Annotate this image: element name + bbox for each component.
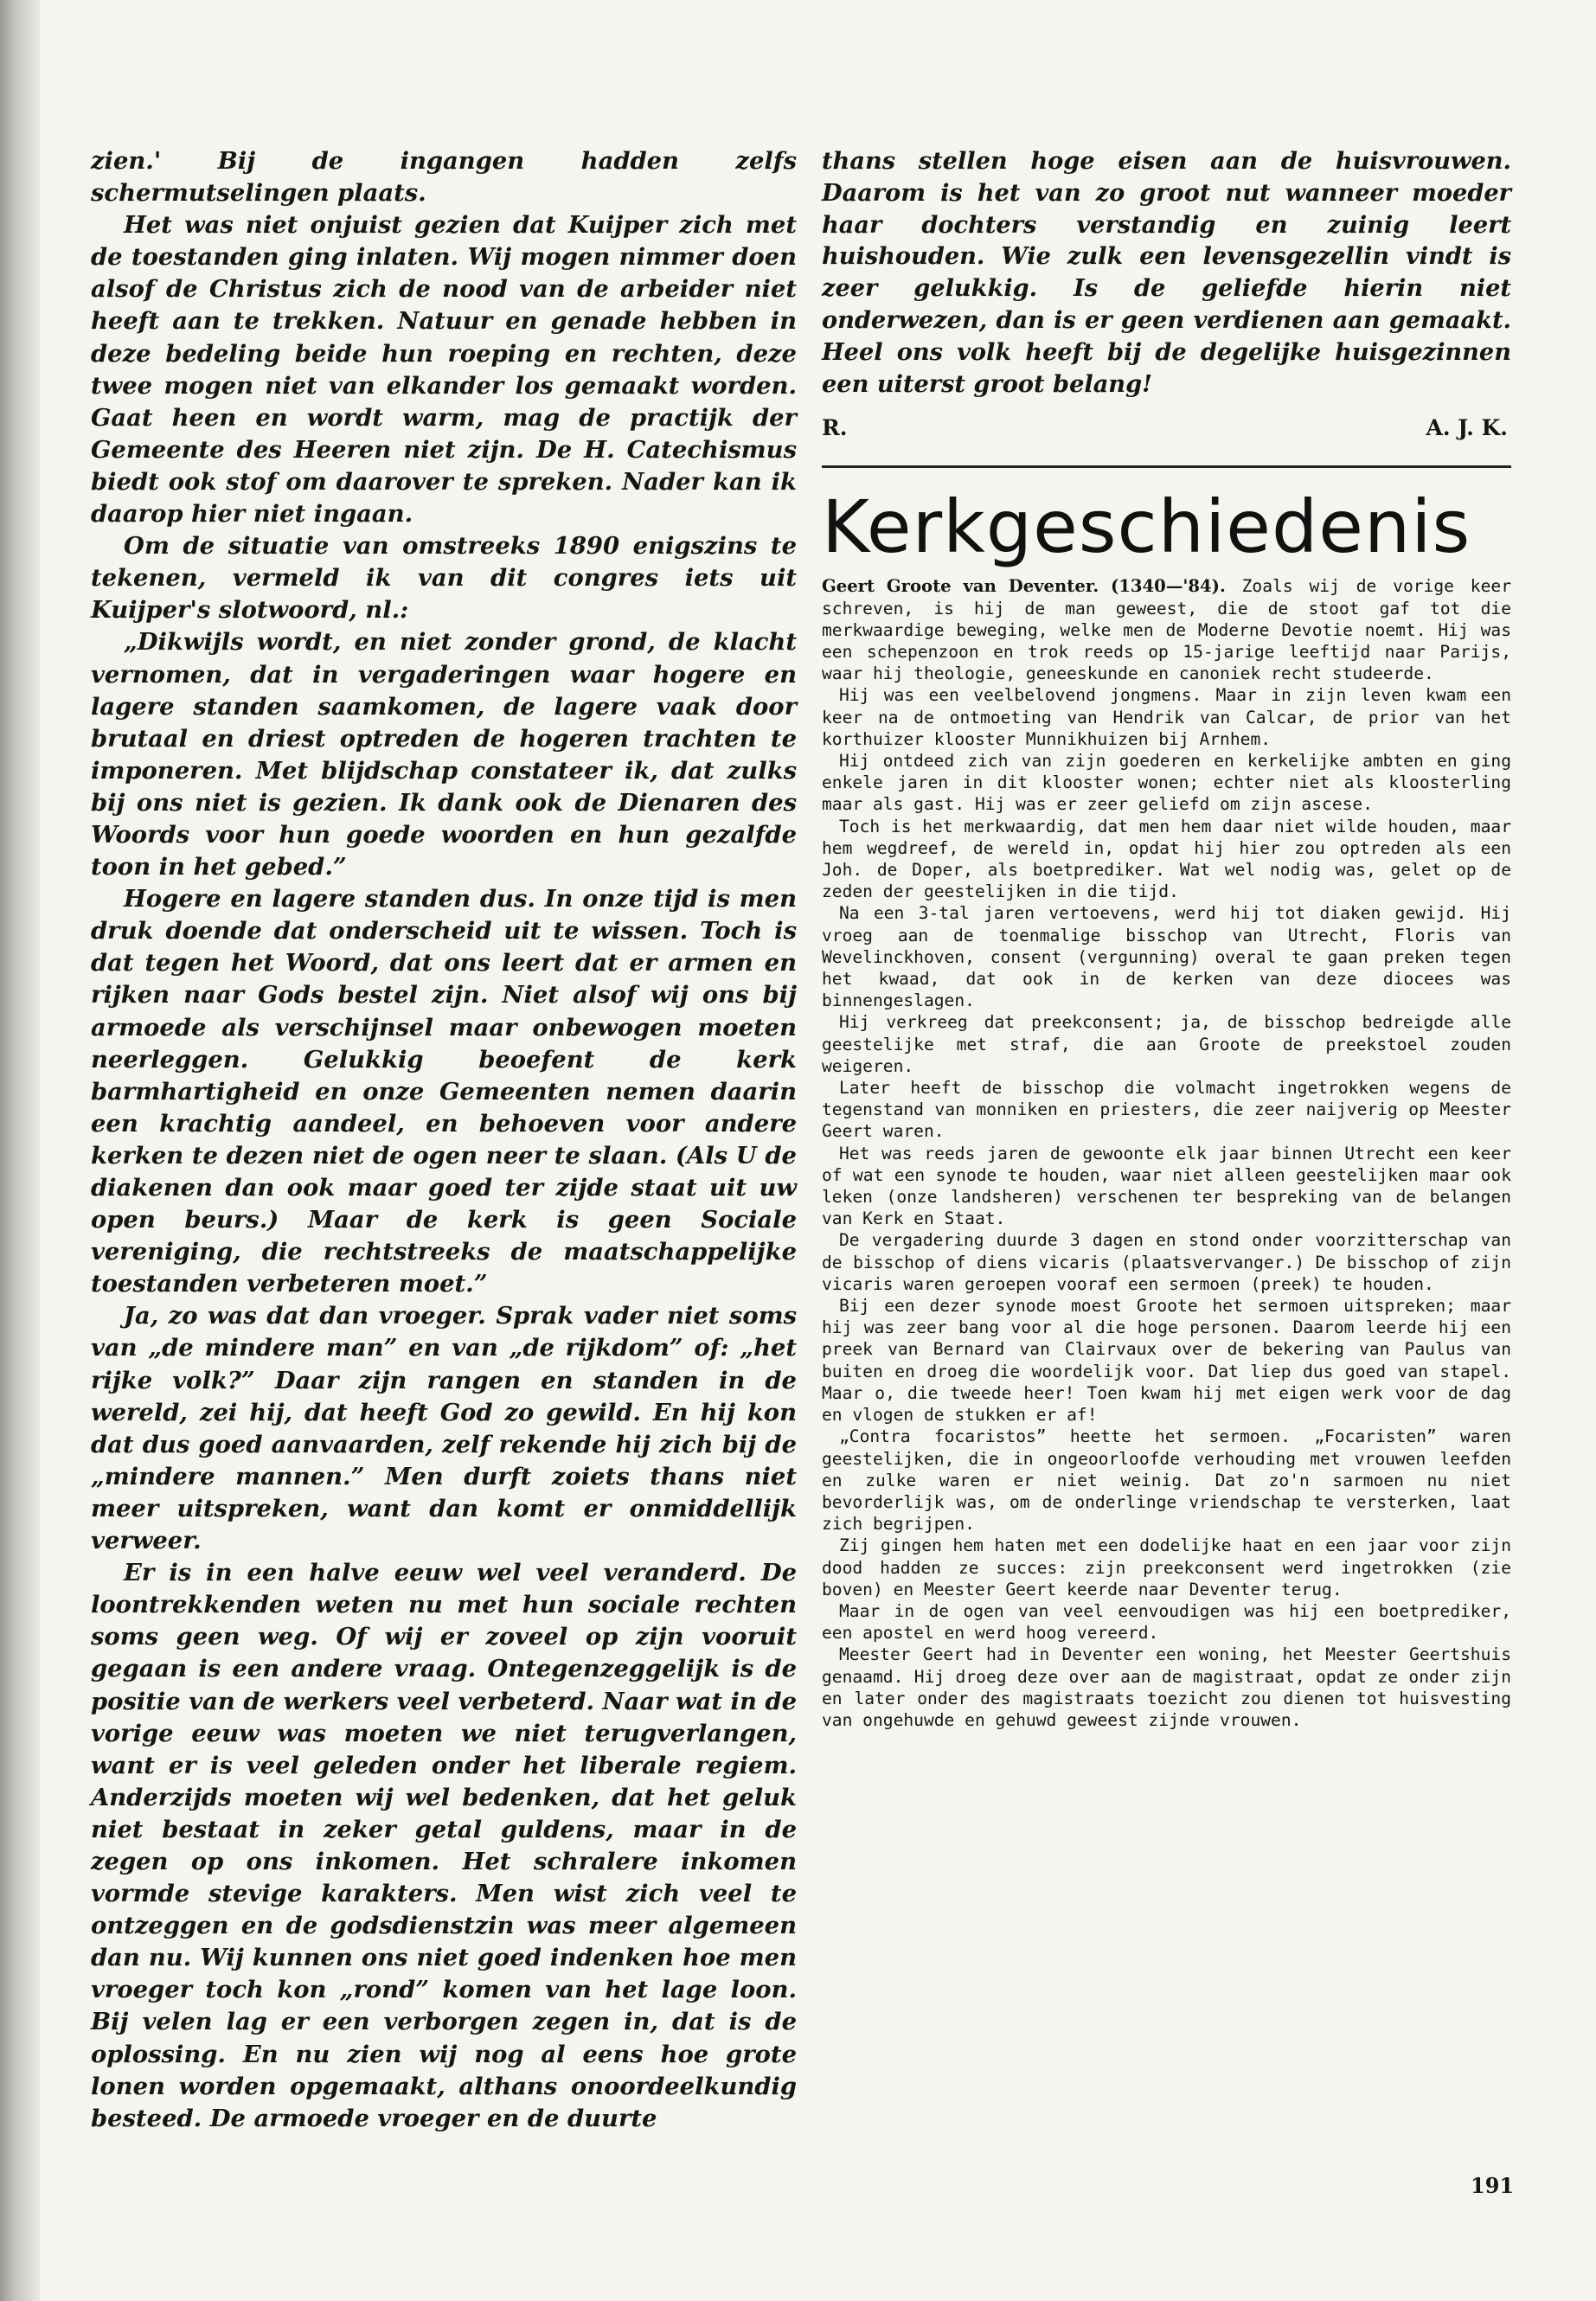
kerkgeschiedenis-body [822,575,1511,1731]
article-lead-in: Geert Groote van Deventer. (1340—'84). [822,576,1226,597]
left-paragraph-6: Ja, zo was dat dan vroeger. Sprak vader niet soms van „de mindere man” en van „de rijkdom” of: „het rijke volk?” Daar zijn rangen en standen in de wereld, zei hij, dat heeft God zo gewild. En hij kon dat dus goed aanvaarden, zelf rekende hij zich bij de „mindere mannen.” Men durft zoiets thans niet meer uitspreken, want dan komt er onmiddellijk verweer. [91,1302,797,1555]
section-divider [822,465,1511,468]
body-paragraph: Zij gingen hem haten met een dodelijke haat en een jaar voor zijn dood hadden ze succes: zijn preekconsent werd ingetrokken (zie boven) en Meester Geert keerde naar Deventer terug. [822,1535,1511,1599]
body-paragraph: Maar in de ogen van veel eenvoudigen was hij een boetprediker, een apostel en werd hoog vereerd. [822,1600,1511,1644]
body-paragraph: Bij een dezer synode moest Groote het sermoen uitspreken; maar hij was zeer bang voor al die hoge personen. Daarom leerde hij een preek van Bernard van Clairvaux over de bekering van Paulus van buiten en droeg die woordelijk voor. Dat liep dus goed van stapel. Maar o, die tweede heer! Toen kwam hij met eigen werk voor de dag en vlogen de stukken er af! [822,1296,1511,1426]
body-paragraph: Hij was een veelbelovend jongmens. Maar in zijn leven kwam een keer na de ontmoeting van Hendrik van Calcar, de prior van het korthuizer klooster Munnikhuizen bij Arnhem. [822,685,1511,749]
left-column [91,145,797,2135]
signature-left: R. [822,415,848,441]
body-paragraph: Hij ontdeed zich van zijn goederen en kerkelijke ambten en ging enkele jaren in dit klooster wonen; echter niet als kloosterling maar als gast. Hij was er zeer geliefd om zijn ascese. [822,751,1511,815]
left-paragraph-2: Het was niet onjuist gezien dat Kuijper zich met de toestanden ging inlaten. Wij mogen nimmer doen alsof de Christus zich de nood van de arbeider niet heeft aan te trekken. Natuur en genade hebben in deze bedeling beide hun roeping en rechten, deze twee mogen niet van elkander los gemaakt worden. Gaat heen en wordt warm, mag de practijk der Gemeente des Heeren niet zijn. De H. Catechismus biedt ook stof om daarover te spreken. Nader kan ik daarop hier niet ingaan. [91,211,797,529]
left-quote: „Dikwijls wordt, en niet zonder grond, de klacht vernomen, dat in vergaderingen waar hogere en lagere standen saamkomen, de lagere vaak door brutaal en driest optreden de hogeren trachten te imponeren. Met blijdschap constateer ik, dat zulks bij ons niet is gezien. Ik dank ook de Dienaren des Woords voor hun goede woorden en hun gezalfde toon in het gebed.” [91,628,797,881]
left-paragraph-5: Hogere en lagere standen dus. In onze tijd is men druk doende dat onderscheid uit te wissen. Toch is dat tegen het Woord, dat ons leert dat er armen en rijken naar Gods bestel zijn. Niet alsof wij ons bij armoede als verschijnsel maar onbewogen moeten neerleggen. Gelukkig beoefent de kerk barmhartigheid en onze Gemeenten nemen daarin een krachtig aandeel, en behoeven voor andere kerken te dezen niet de ogen neer te slaan. (Als U de diakenen dan ook maar goed ter zijde staat uit uw open beurs.) Maar de kerk is geen Sociale vereniging, die rechtstreeks de maatschappelijke toestanden verbeteren moet.” [91,885,797,1298]
body-paragraph: Na een 3-tal jaren vertoevens, werd hij tot diaken gewijd. Hij vroeg aan de toenmalige bisschop van Utrecht, Floris van Wevelinckhoven, consent (vergunning) overal te gaan preken tegen het kwaad, dat ook in de kerken van deze diocees was binnengeslagen. [822,903,1511,1011]
body-paragraph-1 [822,575,1511,684]
body-paragraph: Meester Geert had in Deventer een woning, het Meester Geertshuis genaamd. Hij droeg deze over aan de magistraat, opdat ze onder zijn en later onder des magistraats toezicht zou dienen tot huisvesting van ongehuwde en gehuwd geweest zijnde vrouwen. [822,1644,1511,1730]
body-paragraph-1-text: Zoals wij de vorige keer schreven, is hij de man geweest, die de stoot gaf tot die merkwaardige beweging, welke men de Moderne Devotie noemt. Hij was een schepenzoon en trok reeds op 15-jarige leeftijd naar Parijs, waar hij theologie, geneeskunde en canoniek recht studeerde. [822,576,1511,684]
body-paragraph: „Contra focaristos” heette het sermoen. „Focaristen” waren geestelijken, die in ongeoorloofde verhouding met vrouwen leefden en zulke waren er niet weinig. Dat zo'n sarmoen nu niet bevorderlijk was, om de onderlinge vriendschap te versterken, laat zich begrijpen. [822,1426,1511,1535]
page-binding-shadow [0,0,40,2301]
section-title: Kerkgeschiedenis [822,484,1471,570]
body-paragraph: Het was reeds jaren de gewoonte elk jaar binnen Utrecht een keer of wat een synode te houden, waar niet alleen geestelijken maar ook leken (onze landsheren) verschenen ter bespreking van de belangen van Kerk en Staat. [822,1143,1511,1229]
right-column [822,145,1511,1731]
left-paragraph-7: Er is in een halve eeuw wel veel veranderd. De loontrekkenden weten nu met hun sociale rechten soms geen weg. Of wij er zoveel op zijn vooruit gegaan is een andere vraag. Ontegenzeggelijk is de positie van de werkers veel verbeterd. Naar wat in de vorige eeuw was moeten we niet terugverlangen, want er is veel geleden onder het liberale regiem. Anderzijds moeten wij wel bedenken, dat het geluk niet bestaat in zeker getal guldens, maar in de zegen op ons inkomen. Het schralere inkomen vormde stevige karakters. Men wist zich veel te ontzeggen en de godsdienstzin was meer algemeen dan nu. Wij kunnen ons niet goed indenken hoe men vroeger toch kon „rond” komen van het lage loon. Bij velen lag er een verborgen zegen in, dat is de oplossing. En nu zien wij nog al eens hoe grote lonen worden opgemaakt, althans onoordeelkundig besteed. De armoede vroeger en de duurte [91,1559,797,2132]
article-continuation: thans stellen hoge eisen aan de huisvrouwen. Daarom is het van zo groot nut wanneer moeder haar dochters verstandig en zuinig leert huishouden. Wie zulk een levensgezellin vindt is zeer gelukkig. Is de geliefde hierin niet onderwezen, dan is er geen verdienen aan gemaakt. Heel ons volk heeft bij de degelijke huisgezinnen een uiterst groot belang! [822,147,1511,398]
signature-right: A. J. K. [1426,415,1508,441]
left-paragraph-1: zien.' Bij de ingangen hadden zelfs schermutselingen plaats. [91,147,797,208]
body-paragraph: Hij verkreeg dat preekconsent; ja, de bisschop bedreigde alle geestelijke met straf, die aan Groote de preekstoel zouden weigeren. [822,1012,1511,1076]
left-paragraph-3: Om de situatie van omstreeks 1890 enigszins te tekenen, vermeld ik van dit congres iets uit Kuijper's slotwoord, nl.: [91,532,797,625]
article-signature [822,413,1511,443]
body-paragraph: Later heeft de bisschop die volmacht ingetrokken wegens de tegenstand van monniken en priesters, die zeer naijverig op Meester Geert waren. [822,1078,1511,1142]
page-number: 191 [1471,2173,1515,2198]
body-paragraph: Toch is het merkwaardig, dat men hem daar niet wilde houden, maar hem wegdreef, de wereld in, opdat hij hier zou optreden als een Joh. de Doper, als boetprediker. Wat wel nodig was, gelet op de zeden der geestelijken in die tijd. [822,816,1511,902]
body-paragraph: De vergadering duurde 3 dagen en stond onder voorzitterschap van de bisschop of diens vicaris (plaatsvervanger.) De bisschop of zijn vicaris waren geroepen vooraf een sermoen (preek) te houden. [822,1230,1511,1294]
